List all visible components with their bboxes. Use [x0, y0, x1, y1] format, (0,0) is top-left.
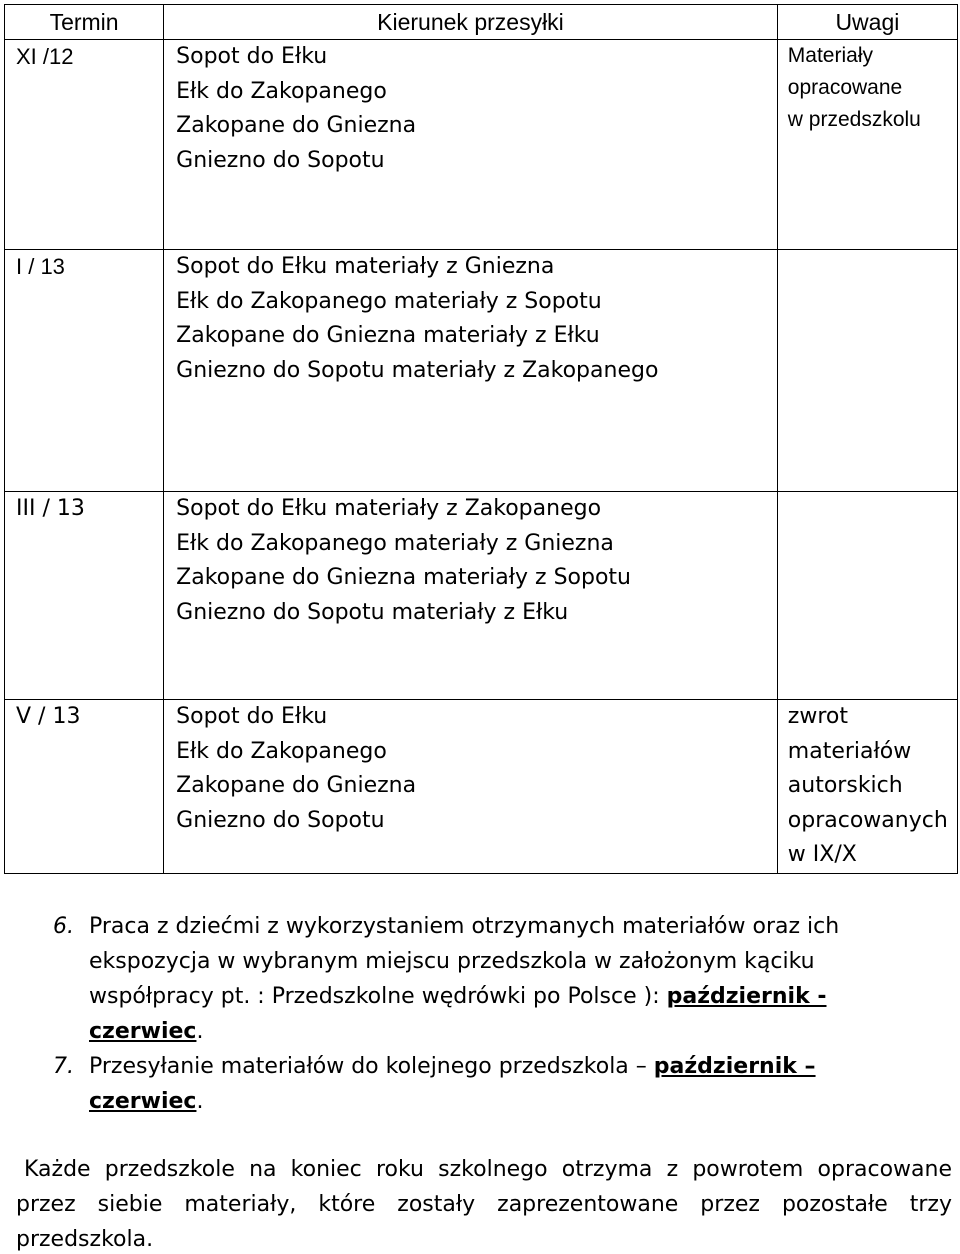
schedule-table — [4, 4, 958, 874]
direction-line: Gniezno do Sopotu materiały z Ełku — [176, 599, 569, 625]
direction-line: Zakopane do Gniezna — [176, 773, 417, 798]
notes-line: w przedszkolu — [787, 108, 921, 131]
notes-cell — [777, 250, 957, 492]
closing-paragraph: Każde przedszkole na koniec roku szkolnego otrzyma z powrotem opracowane przez siebie materiały, które zostały zaprezentowane przez pozostałe trzy przedszkola. — [16, 1157, 952, 1252]
list-item — [53, 1049, 923, 1119]
direction-line: Gniezno do Sopotu — [176, 147, 385, 173]
notes-line: opracowane — [787, 76, 903, 99]
table-row — [5, 492, 958, 700]
notes-line: zwrot — [787, 704, 848, 729]
header-notes: Uwagi — [777, 5, 957, 40]
list-item-end: . — [196, 1019, 204, 1044]
notes-cell — [777, 40, 957, 250]
direction-line: Ełk do Zakopanego — [176, 78, 387, 104]
table-row — [5, 250, 958, 492]
header-direction: Kierunek przesyłki — [164, 5, 778, 40]
direction-line: Ełk do Zakopanego materiały z Gniezna — [176, 530, 614, 556]
notes-line: materiałów — [787, 738, 912, 764]
table-row — [5, 40, 958, 250]
direction-line: Zakopane do Gniezna materiały z Ełku — [176, 323, 600, 348]
notes-line: Materiały — [787, 44, 873, 67]
table-header-row — [5, 5, 958, 40]
list-number: 6. — [53, 914, 74, 939]
notes-cell — [777, 700, 957, 874]
direction-line: Gniezno do Sopotu — [176, 807, 385, 833]
list-number: 7. — [53, 1054, 74, 1079]
direction-line: Ełk do Zakopanego materiały z Sopotu — [176, 288, 602, 314]
notes-line: autorskich — [787, 773, 903, 798]
term-cell: V / 13 — [5, 700, 164, 874]
notes-line: opracowanych — [787, 807, 948, 833]
notes-cell — [777, 492, 957, 700]
header-term: Termin — [5, 5, 164, 40]
direction-line: Sopot do Ełku — [176, 44, 328, 69]
direction-line: Zakopane do Gniezna — [176, 113, 417, 138]
direction-line: Ełk do Zakopanego — [176, 738, 387, 764]
activity-list — [53, 909, 923, 1119]
list-item-text: Praca z dziećmi z wykorzystaniem otrzymanych materiałów oraz ich ekspozycja w wybranym miejscu przedszkola w założonym kąciku współpracy pt. : Przedszkolne wędrówki po Polsce ): — [89, 914, 840, 1009]
direction-cell — [164, 250, 778, 492]
list-item-date: październik – czerwiec — [89, 1054, 816, 1114]
list-item — [53, 909, 923, 1049]
list-item-date: październik - czerwiec — [89, 984, 827, 1044]
list-item-end: . — [196, 1089, 204, 1114]
term-cell: XI /12 — [5, 40, 164, 250]
term-cell: I / 13 — [5, 250, 164, 492]
direction-line: Gniezno do Sopotu materiały z Zakopanego — [176, 357, 659, 383]
direction-line: Sopot do Ełku — [176, 704, 328, 729]
direction-line: Sopot do Ełku materiały z Zakopanego — [176, 496, 602, 521]
direction-line: Sopot do Ełku materiały z Gniezna — [176, 254, 555, 279]
list-item-text: Przesyłanie materiałów do kolejnego przedszkola – — [89, 1054, 654, 1079]
direction-line: Zakopane do Gniezna materiały z Sopotu — [176, 565, 632, 590]
table-row — [5, 700, 958, 874]
direction-cell — [164, 492, 778, 700]
direction-cell — [164, 40, 778, 250]
term-cell: III / 13 — [5, 492, 164, 700]
notes-line: w IX/X — [787, 842, 857, 867]
direction-cell — [164, 700, 778, 874]
